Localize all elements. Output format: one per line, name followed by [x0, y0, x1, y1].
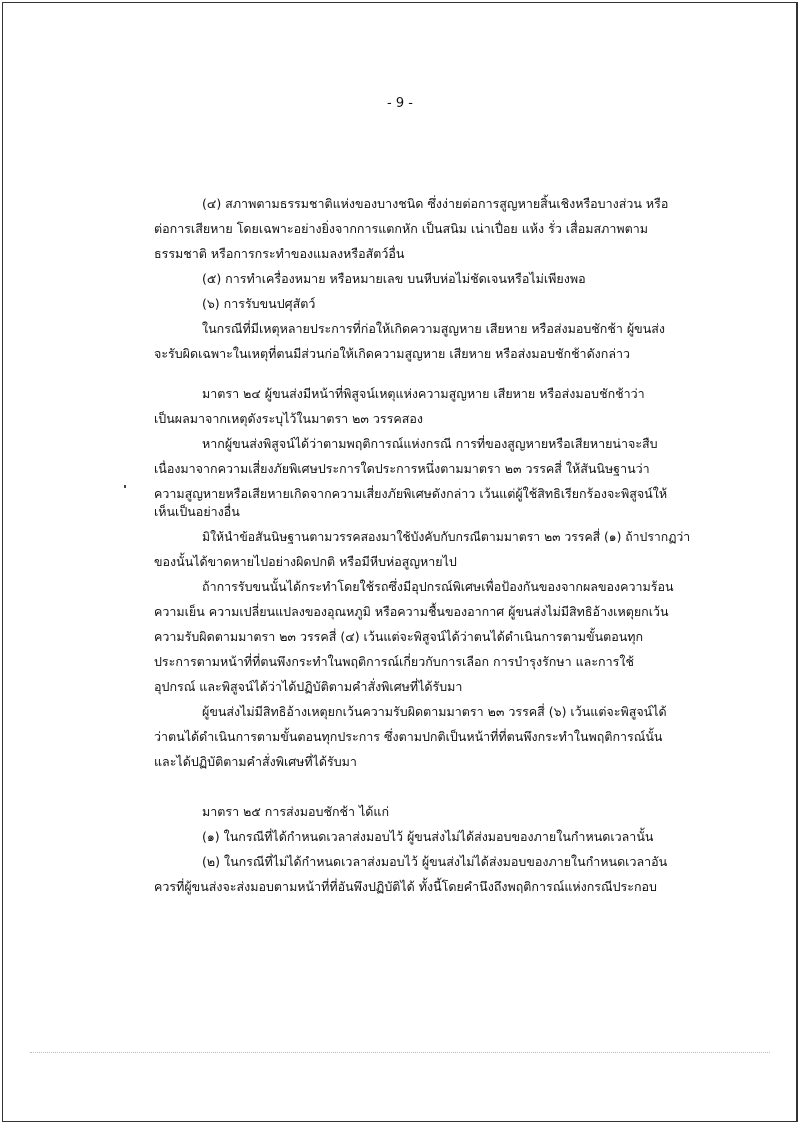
text-line: ต่อการเสียหาย โดยเฉพาะอย่างยิ่งจากการแตกหัก เป็นสนิม เน่าเปื่อย แห้ง รั่ว เสื่อมสภาพตาม	[154, 221, 648, 236]
text-line: อุปกรณ์ และพิสูจน์ได้ว่าได้ปฏิบัติตามคำสั่งพิเศษที่ได้รับมา	[154, 679, 463, 694]
page-number: - 9 -	[387, 96, 413, 111]
text-line: จะรับผิดเฉพาะในเหตุที่ตนมีส่วนก่อให้เกิดความสูญหาย เสียหาย หรือส่งมอบชักช้าดังกล่าว	[154, 346, 631, 361]
scan-artifact-rule	[30, 1052, 770, 1053]
text-line: ว่าตนได้ดำเนินการตามขั้นตอนทุกประการ ซึ่งตามปกติเป็นหน้าที่ที่ตนพึงกระทำในพฤติการณ์นั้น	[154, 729, 663, 744]
text-line: ความสูญหายหรือเสียหายเกิดจากความเสี่ยงภัยพิเศษดังกล่าว เว้นแต่ผู้ใช้สิทธิเรียกร้องจะพิสูจน์ให้	[154, 486, 668, 501]
text-line: ของนั้นได้ขาดหายไปอย่างผิดปกติ หรือมีหีบห่อสูญหายไป	[154, 554, 457, 569]
text-line: ถ้าการรับขนนั้นได้กระทำโดยใช้รถซึ่งมีอุปกรณ์พิเศษเพื่อป้องกันของจากผลของความร้อน	[202, 579, 674, 594]
section-heading-24: มาตรา ๒๔ ผู้ขนส่งมีหน้าที่พิสูจน์เหตุแห่งความสูญหาย เสียหาย หรือส่งมอบชักช้าว่า	[202, 386, 645, 401]
text-line: ความเย็น ความเปลี่ยนแปลงของอุณหภูมิ หรือความชื้นของอากาศ ผู้ขนส่งไม่มีสิทธิอ้างเหตุยกเว้น	[154, 604, 669, 619]
text-line: (๔) สภาพตามธรรมชาติแห่งของบางชนิด ซึ่งง่ายต่อการสูญหายสิ้นเชิงหรือบางส่วน หรือ	[202, 196, 669, 211]
text-line: ควรที่ผู้ขนส่งจะส่งมอบตามหน้าที่ที่อันพึงปฏิบัติได้ ทั้งนี้โดยคำนึงถึงพฤติการณ์แห่งกรณีประกอบ	[154, 879, 657, 894]
section-heading-25: มาตรา ๒๕ การส่งมอบชักช้า ได้แก่	[202, 804, 390, 819]
text-line: และได้ปฏิบัติตามคำสั่งพิเศษที่ได้รับมา	[154, 754, 357, 769]
text-line: (๕) การทำเครื่องหมาย หรือหมายเลข บนหีบห่อไม่ชัดเจนหรือไม่เพียงพอ	[202, 271, 586, 286]
text-line: มิให้นำข้อสันนิษฐานตามวรรคสองมาใช้บังคับกับกรณีตามมาตรา ๒๓ วรรคสี่ (๑) ถ้าปรากฏว่า	[202, 530, 691, 544]
text-line: (๑) ในกรณีที่ได้กำหนดเวลาส่งมอบไว้ ผู้ขนส่งไม่ได้ส่งมอบของภายในกำหนดเวลานั้น	[202, 829, 654, 844]
text-line: (๖) การรับขนปศุสัตว์	[202, 296, 316, 311]
text-line: เห็นเป็นอย่างอื่น	[154, 504, 240, 519]
text-line: ความรับผิดตามมาตรา ๒๓ วรรคสี่ (๔) เว้นแต่จะพิสูจน์ได้ว่าตนได้ดำเนินการตามขั้นตอนทุก	[154, 629, 644, 644]
text-line: เป็นผลมาจากเหตุดังระบุไว้ในมาตรา ๒๓ วรรคสอง	[154, 411, 423, 426]
text-line: ผู้ขนส่งไม่มีสิทธิอ้างเหตุยกเว้นความรับผิดตามมาตรา ๒๓ วรรคสี่ (๖) เว้นแต่จะพิสูจน์ได้	[202, 704, 667, 719]
text-line: ธรรมชาติ หรือการกระทำของแมลงหรือสัตว์อื่น	[154, 246, 405, 261]
text-line: หากผู้ขนส่งพิสูจน์ได้ว่าตามพฤติการณ์แห่งกรณี การที่ของสูญหายหรือเสียหายน่าจะสืบ	[202, 436, 658, 451]
text-line: ในกรณีที่มีเหตุหลายประการที่ก่อให้เกิดความสูญหาย เสียหาย หรือส่งมอบชักช้า ผู้ขนส่ง	[202, 321, 665, 336]
text-line: ประการตามหน้าที่ที่ตนพึงกระทำในพฤติการณ์เกี่ยวกับการเลือก การบำรุงรักษา และการใช้	[154, 654, 634, 669]
scan-speck	[124, 485, 126, 488]
text-line: (๒) ในกรณีที่ไม่ได้กำหนดเวลาส่งมอบไว้ ผู้ขนส่งไม่ได้ส่งมอบของภายในกำหนดเวลาอัน	[202, 854, 668, 869]
text-line: เนื่องมาจากความเสี่ยงภัยพิเศษประการใดประการหนึ่งตามมาตรา ๒๓ วรรคสี่ ให้สันนิษฐานว่า	[154, 461, 650, 476]
